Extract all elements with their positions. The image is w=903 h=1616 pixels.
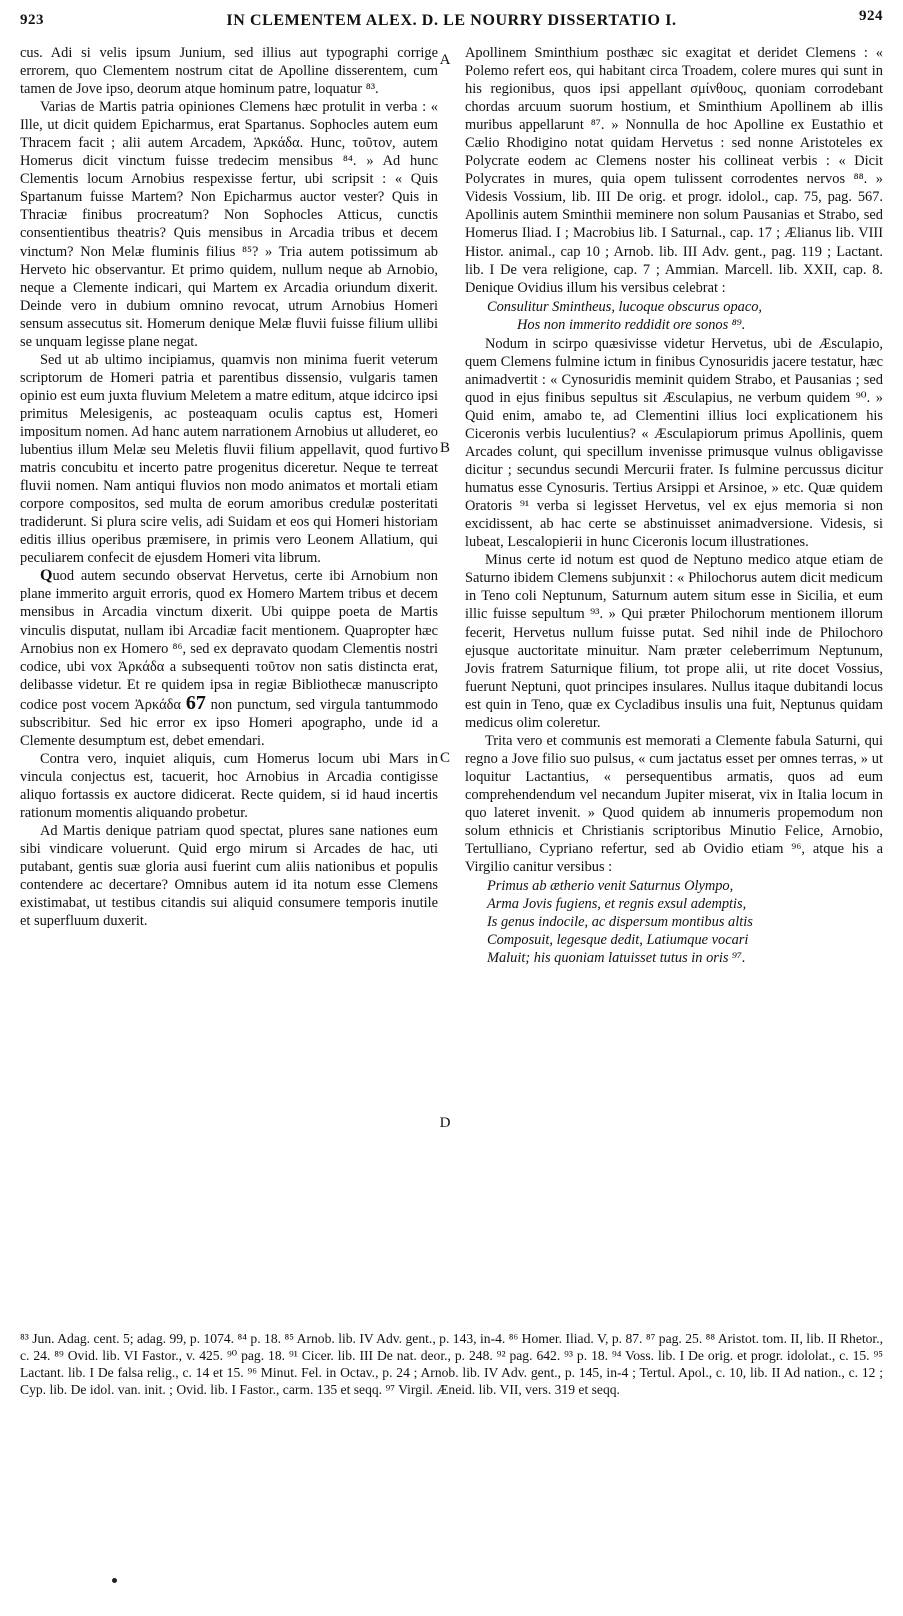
page-mark: 67 (185, 691, 206, 714)
left-paragraph-6: Ad Martis denique patriam quod spectat, plures sane nationes eum sibi vindicare voluerunt. Quid ergo mirum si Arcades de hac, uti putabant, gentis suæ gloria ausi fuerint cum aliis nationibus et populis contendere ac decertare? Omnibus autem id ita notum esse Clemens existimabat, ut testibus citandis sui aliquid consumere temporis inutile et superfluum duxerit. (20, 823, 438, 930)
left-paragraph-5: Contra vero, inquiet aliquis, cum Homerus locum ubi Mars in vincula conjectus est, tacuerit, hoc Arnobius in Arcadia contigisse aliquo fortassis ex auctore didicerat. Recte quidem, si id haud incertis rationum momentis aliquando probetur. (20, 750, 438, 821)
left-paragraph-1: cus. Adi si velis ipsum Junium, sed illius aut typographi corrige errorem, quo Clementem nostrum citat de Apolline disserentem, cum tamen de Jove ipso, deorum atque hominum patre, loquatur ⁸³. (20, 45, 438, 98)
right-paragraph-2: Nodum in scirpo quæsivisse videtur Hervetus, ubi de Æsculapio, quem Clemens fulmine ictum in finibus Cynosuridis jacere testatur, hæc animadvertit : « Cynosuridis meminit quidem Strabo, et Pausanias ; sed quod in ejus finibus sepultus sit Æsculapius, ne verbum quidem ⁹⁰. » Quid enim, amabo te, ad Clementini illius loci explicationem his Ciceronis verbis luculentius? « Æsculapiorum primus Apollinis, quem Arcades colunt, qui specillum invenisse primusque vulnus obligavisse dicitur ; secundus secundi Mercurii frater. Is fulmine percussus dicitur humatus esse Cynosuris. Tertius Arsippi et Arsinoe, » etc. Quæ quidem Oratoris ⁹¹ verba si legisset Hervetus, vel ex ejus memoria si non excidissent, ab hac certe se abstinuisset animadversione. Videsis, si lubeat, Lescalopierii in hunc Ciceronis locum illustrationes. (465, 335, 883, 551)
verse-line: Is genus indocile, ac dispersum montibus altis (487, 914, 753, 931)
margin-letter-a: A (439, 52, 451, 68)
verse-line: Primus ab ætherio venit Saturnus Olympo, (487, 878, 734, 895)
page-header (20, 4, 883, 34)
left-paragraph-4-continued: non punctum, sed virgula tantummodo subscribitur. Sed hic error ex ipso Homeri apographo, unde id a Clemente desumptum est, debet emendari. (20, 696, 438, 749)
verse-virgil (487, 877, 883, 967)
running-title: IN CLEMENTEM ALEX. D. LE NOURRY DISSERTATIO I. (226, 12, 677, 29)
left-paragraph-4 (20, 567, 438, 749)
left-column (20, 44, 438, 930)
right-paragraph-3: Minus certe id notum est quod de Neptuno medico atque etiam de Saturno ibidem Clemens subjunxit : « Philochorus autem dicit medicum in Teno coli Neptunum, Saturnum autem situm esse in Sicilia, et eum illic fuisse sepultum ⁹³. » Qui præter Philochorum mentionem illorum fecerit, Hervetus nullum fuisse putat. Sed nihil inde de Philochoro ejusque auctoritate minuitur. Nam præter celeberrimum Neptunum, Jovis fratrem Saturnique filium, tot prope alii, ut rite docet Vossius, fuerunt Neptuni, quot principes insulares. Nullus itaque dubitandi locus est quin in Teno, quæ ex Cycladibus insulis una fuit, Neptunus quidam medicus olim coleretur. (465, 552, 883, 731)
footnotes-text: ⁸³ Jun. Adag. cent. 5; adag. 99, p. 1074. ⁸⁴ p. 18. ⁸⁵ Arnob. lib. IV Adv. gent., p. 143, in-4. ⁸⁶ Homer. Iliad. V, p. 87. ⁸⁷ pag. 25. ⁸⁸ Aristot. tom. II, lib. II Rhetor., c. 24. ⁸⁹ Ovid. lib. VI Fastor., v. 425. ⁹⁰ pag. 18. ⁹¹ Cicer. lib. III De nat. deor., p. 248. ⁹² pag. 642. ⁹³ p. 18. ⁹⁴ Voss. lib. I De orig. et progr. idololat., c. 15. ⁹⁵ Lactant. lib. I De falsa relig., c. 14 et 15. ⁹⁶ Minut. Fel. in Octav., p. 24 ; Arnob. lib. IV Adv. gent., p. 145, in-4 ; Tertul. Apol., c. 10, lib. II Ad nation., c. 12 ; Cyp. lib. De idol. van. init. ; Ovid. lib. I Fastor., carm. 135 et seqq. ⁹⁷ Virgil. Æneid. lib. VII, vers. 319 et seqq. (20, 1331, 883, 1397)
page-number-right: 924 (859, 8, 883, 24)
page-number-left: 923 (20, 12, 44, 28)
footnotes (20, 1330, 883, 1398)
verse-line: Composuit, legesque dedit, Latiumque vocari (487, 932, 749, 949)
left-paragraph-4-text: Quod autem secundo observat Hervetus, certe ibi Arnobium non plane immerito arguit erroris, quod ex Homero Martem tribus et decem mensibus in Arcadia vinctum dixerit. Ubi quippe poeta de Martis vinculis disputat, nullam ibi Arcadiæ facit mentionem. Quapropter hæc Arnobius non ex Homero ⁸⁶, sed ex depravato quodam Clementis nostri codice, ubi vox Ἀρκάδα a subsequenti τοῦτον non satis distincta erat, delibasse videtur. Et re quidem ipsa in regiæ Bibliothecæ manuscripto codice post vocem Ἀρκάδα (20, 567, 438, 713)
margin-letter-d: D (439, 1115, 451, 1131)
verse-line: Arma Jovis fugiens, et regnis exsul ademptis, (487, 896, 747, 913)
verse-line: Hos non immerito reddidit ore sonos ⁸⁹. (517, 316, 746, 333)
verse-ovid (487, 298, 883, 334)
margin-letter-b: B (439, 440, 450, 456)
left-paragraph-3: Sed ut ab ultimo incipiamus, quamvis non minima fuerit veterum scriptorum de Homeri patria et parentibus dissensio, vulgaris tamen opinio est eum juxta fluvium Meletem a matre editum, atque idcirco ipsi primitus Melesigenis, ac posteaquam oculis captus est, Homeri impositum nomen. Ad hanc autem narrationem Arnobius ut alluderet, eo lubentius illum Melæ seu Meletis fluvii filium appellavit, quod furtivo matris concubitu et incerto patre progenitus diceretur. Neque te terreat fluvii nomen. Nam antiqui fluvios non modo animatos et mortali etiam corpore compositos, sed multa de eorum amoribus credulæ posteritati tradiderunt. Si plura scire velis, adi Suidam et eos qui Homeri historiam editis illius operibus præmisere, in primis vero Leonem Allatium, qui peculiarem confecit de ejusdem Homeri vita librum. (20, 351, 438, 567)
left-paragraph-2: Varias de Martis patria opiniones Clemens hæc protulit in verba : « Ille, ut dicit quidem Epicharmus, erat Spartanus. Sophocles autem eum Thracem facit ; alii autem Arcadem, Ἀρκάδα. Hunc, τοῦτον, autem Homerus dicit vinctum fuisse tredecim mensibus ⁸⁴. » Ad hunc Clementis locum Arnobius respexisse fertur, ubi scripsit : « Quis Spartanum fuisse Martem? Non Epicharmus auctor vester? Quis in Thraciæ finibus procreatum? Non Sophocles Atticus, cunctis consentientibus theatris? Quis mensibus in Arcadia tribus et decem vinctum? Non Melæ fluminis filius ⁸⁵? » Tria autem potissimum ab Herveto hic observantur. Et primo quidem, nullum neque ab Arnobio, neque a Clemente indicari, qui Martem ex Arcadia oriundum dixerit. Deinde vero in dubium omnino revocat, utrum Arnobius Homeri sensum assecutus sit. Homerum denique Melæ fluvii fuisse filium ullibi se unquam legisse plane negat. (20, 99, 438, 350)
ink-dot (112, 1578, 117, 1583)
margin-letter-c: C (439, 750, 450, 766)
right-paragraph-4: Trita vero et communis est memorati a Clemente fabula Saturni, qui regno a Jove filio suo pulsus, « cum jactatus esset per omnes terras, » ut loquitur Lactantius, « persequentibus armatis, quos ad eum comprehendendum vel necandum Jupiter miserat, vix in Italia locum in quo lateret invenit. » Quod quidem ab innumeris propemodum non solum ethnicis et Christianis scriptoribus Minutio Felice, Arnobio, Tertulliano, Cypriano refertur, sed ab Ovidio etiam ⁹⁶, atque his a Virgilio canitur versibus : (465, 732, 883, 876)
verse-line: Maluit; his quoniam latuisset tutus in oris ⁹⁷. (487, 950, 746, 967)
right-paragraph-1: Apollinem Sminthium posthæc sic exagitat et deridet Clemens : « Polemo refert eos, qui habitant circa Troadem, colere mures qui sunt in his regionibus, quos ipsi appellant σμίνθους, quoniam corrodebant chordas arcuum suorum hostium, et Sminthium Apollinem ab illis muribus appellarunt ⁸⁷. » Nonnulla de hoc Apolline ex Eustathio et Cælio Rhodigino notat quidam Hervetus : sed nonne Aristoteles ex Polycrate eodem ac Clemens noster his collineat verbis : « Dicit Polycrates in mures, quia opem tulissent corrodentes nervos ⁸⁸. » Videsis Vossium, lib. III De orig. et progr. idolol., cap. 75, pag. 567. Apollinis autem Sminthii meminere non solum Pausanias et Strabo, sed Homerus Iliad. I ; Macrobius lib. I Saturnal., cap. 17 ; Ælianus lib. VIII Histor. animal., cap 10 ; Arnob. lib. III Adv. gent., pag. 119 ; Lactant. lib. I De vera religione, cap. 7 ; Ammian. Marcell. lib. XXII, cap. 8. Denique Ovidius illum his versibus celebrat : (465, 45, 883, 296)
verse-line: Consulitur Smintheus, lucoque obscurus opaco, (487, 298, 763, 315)
right-column (465, 44, 883, 968)
